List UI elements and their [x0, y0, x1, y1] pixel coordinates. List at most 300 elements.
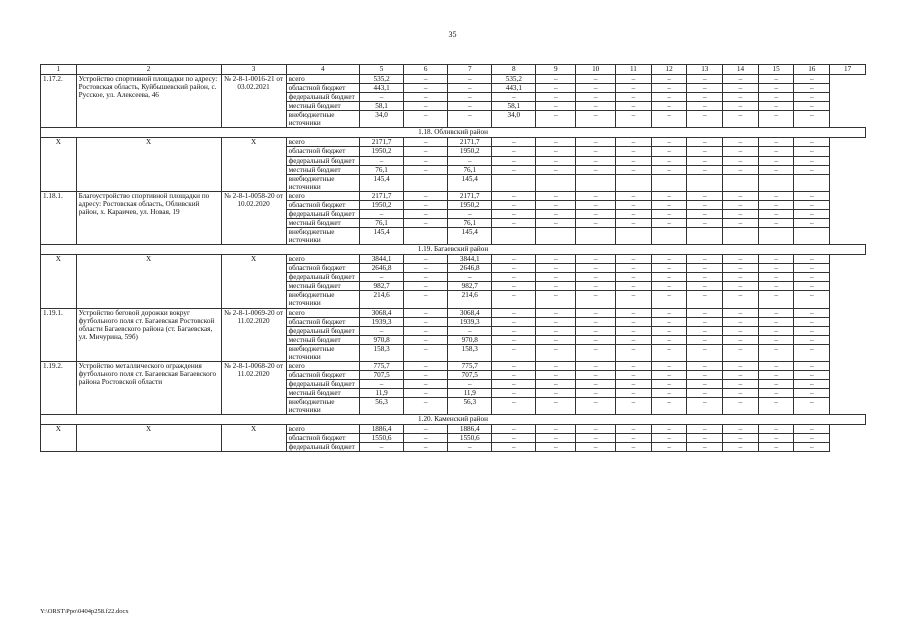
amount-cell: – [492, 380, 536, 389]
amount-cell: – [758, 264, 794, 273]
funding-source-label: внебюджетные источники [286, 344, 359, 361]
table-row [41, 191, 866, 200]
amount-cell: – [448, 209, 492, 218]
column-number: 6 [404, 65, 448, 75]
amount-cell: – [576, 326, 616, 335]
funding-source-label: областной бюджет [286, 370, 359, 379]
amount-cell: – [723, 326, 759, 335]
amount-cell: – [651, 282, 687, 291]
column-number: 14 [723, 65, 759, 75]
amount-cell [651, 228, 687, 245]
amount-cell: – [723, 200, 759, 209]
amount-cell: – [536, 165, 576, 174]
amount-cell: – [536, 443, 576, 452]
amount-cell: – [723, 75, 759, 84]
amount-cell: 1950,2 [448, 200, 492, 209]
amount-cell: 56,3 [448, 398, 492, 415]
amount-cell: – [723, 165, 759, 174]
amount-cell: 2171,7 [360, 138, 404, 147]
amount-cell: – [758, 75, 794, 84]
amount-cell: – [404, 93, 448, 102]
amount-cell: – [492, 200, 536, 209]
footer-file-path: Y:\ORST\Ppo\0404p258.f22.docx [40, 608, 129, 615]
amount-cell: – [536, 291, 576, 308]
funding-source-label: внебюджетные источники [286, 174, 359, 191]
amount-cell: – [536, 361, 576, 370]
funding-source-label: областной бюджет [286, 147, 359, 156]
amount-cell: 1550,6 [448, 434, 492, 443]
amount-cell [616, 174, 652, 191]
amount-cell: – [723, 425, 759, 434]
amount-cell: – [758, 434, 794, 443]
amount-cell: – [687, 75, 723, 84]
amount-cell: – [536, 102, 576, 111]
column-number: 11 [616, 65, 652, 75]
amount-cell: – [651, 156, 687, 165]
amount-cell: – [448, 111, 492, 128]
section-row [41, 128, 866, 138]
amount-cell: – [687, 209, 723, 218]
amount-cell: 145,4 [360, 228, 404, 245]
amount-cell: – [492, 264, 536, 273]
item-name: Устройство спортивной площадки по адресу: Ростовская область, Куйбышевский район, с. Русское, ул. Алексеева, 46 [76, 75, 221, 128]
amount-cell: – [360, 93, 404, 102]
amount-cell: – [794, 443, 830, 452]
amount-cell: – [616, 264, 652, 273]
amount-cell: – [448, 156, 492, 165]
amount-cell: – [687, 138, 723, 147]
amount-cell: – [536, 264, 576, 273]
amount-cell: – [448, 326, 492, 335]
amount-cell: – [616, 443, 652, 452]
section-title: 1.18. Обливский район [41, 128, 866, 138]
amount-cell: – [758, 380, 794, 389]
funding-source-label: внебюджетные источники [286, 228, 359, 245]
amount-cell: – [616, 102, 652, 111]
amount-cell: – [758, 147, 794, 156]
amount-cell: – [576, 425, 616, 434]
amount-cell: 76,1 [448, 165, 492, 174]
amount-cell: – [794, 308, 830, 317]
amount-cell [576, 228, 616, 245]
amount-cell: 3844,1 [448, 255, 492, 264]
amount-cell: – [723, 147, 759, 156]
amount-cell: – [723, 93, 759, 102]
amount-cell: – [536, 138, 576, 147]
amount-cell: 214,6 [360, 291, 404, 308]
amount-cell: – [492, 273, 536, 282]
amount-cell: – [576, 389, 616, 398]
amount-cell: – [576, 443, 616, 452]
amount-cell: – [576, 209, 616, 218]
amount-cell: – [723, 218, 759, 227]
amount-cell: – [794, 398, 830, 415]
amount-cell: – [616, 191, 652, 200]
amount-cell: – [492, 147, 536, 156]
column-number: 5 [360, 65, 404, 75]
amount-cell: 1939,3 [360, 317, 404, 326]
funding-source-label: внебюджетные источники [286, 398, 359, 415]
amount-cell: 1950,2 [360, 147, 404, 156]
amount-cell: – [651, 308, 687, 317]
amount-cell: 535,2 [492, 75, 536, 84]
amount-cell: – [651, 344, 687, 361]
amount-cell: – [576, 361, 616, 370]
amount-cell: – [758, 156, 794, 165]
amount-cell: – [687, 102, 723, 111]
amount-cell: – [651, 273, 687, 282]
item-name: Устройство металлического ограждения футбольного поля ст. Багаевская Багаевского района Ростовской области [76, 361, 221, 414]
amount-cell: – [492, 361, 536, 370]
amount-cell: 970,8 [448, 335, 492, 344]
amount-cell: – [576, 291, 616, 308]
amount-cell: – [576, 75, 616, 84]
amount-cell: – [723, 308, 759, 317]
amount-cell: 775,7 [448, 361, 492, 370]
funding-source-label: внебюджетные источники [286, 111, 359, 128]
funding-source-label: всего [286, 75, 359, 84]
amount-cell: – [404, 326, 448, 335]
document-reference: № 2-8-1-0016-21 от 03.02.2021 [221, 75, 286, 128]
column-number: 4 [286, 65, 359, 75]
amount-cell: – [616, 380, 652, 389]
amount-cell: – [687, 273, 723, 282]
amount-cell: – [723, 209, 759, 218]
amount-cell: – [404, 191, 448, 200]
amount-cell: – [687, 218, 723, 227]
amount-cell: – [404, 317, 448, 326]
amount-cell: – [758, 398, 794, 415]
amount-cell [616, 228, 652, 245]
amount-cell: – [360, 209, 404, 218]
amount-cell: – [794, 138, 830, 147]
amount-cell: – [404, 434, 448, 443]
amount-cell [492, 174, 536, 191]
amount-cell: – [360, 380, 404, 389]
amount-cell: – [404, 425, 448, 434]
column-number: 10 [576, 65, 616, 75]
amount-cell: – [651, 425, 687, 434]
amount-cell [723, 174, 759, 191]
amount-cell: – [536, 398, 576, 415]
amount-cell: – [687, 255, 723, 264]
item-number: Х [41, 138, 77, 191]
amount-cell [758, 174, 794, 191]
funding-source-label: федеральный бюджет [286, 273, 359, 282]
amount-cell: – [687, 398, 723, 415]
amount-cell: – [794, 165, 830, 174]
amount-cell: – [687, 380, 723, 389]
amount-cell: – [758, 335, 794, 344]
funding-source-label: федеральный бюджет [286, 156, 359, 165]
amount-cell: – [723, 443, 759, 452]
amount-cell: – [723, 156, 759, 165]
amount-cell: – [536, 273, 576, 282]
column-number: 8 [492, 65, 536, 75]
amount-cell: – [616, 335, 652, 344]
amount-cell: – [758, 361, 794, 370]
amount-cell: 443,1 [492, 84, 536, 93]
amount-cell: – [616, 308, 652, 317]
amount-cell: – [651, 443, 687, 452]
amount-cell: 3068,4 [360, 308, 404, 317]
amount-cell: – [404, 398, 448, 415]
amount-cell [536, 174, 576, 191]
amount-cell: – [616, 93, 652, 102]
amount-cell: 34,0 [360, 111, 404, 128]
section-title: 1.20. Каменский район [41, 415, 866, 425]
amount-cell: – [492, 282, 536, 291]
amount-cell: – [794, 291, 830, 308]
amount-cell: – [687, 425, 723, 434]
amount-cell: – [492, 291, 536, 308]
amount-cell: 76,1 [360, 165, 404, 174]
section-title: 1.19. Багаевский район [41, 245, 866, 255]
item-number: 1.19.2. [41, 361, 77, 414]
page-number: 35 [448, 30, 457, 39]
amount-cell: – [448, 273, 492, 282]
amount-cell: – [616, 273, 652, 282]
amount-cell: – [723, 380, 759, 389]
funding-source-label: областной бюджет [286, 200, 359, 209]
amount-cell: – [404, 380, 448, 389]
amount-cell: – [794, 264, 830, 273]
amount-cell: – [492, 398, 536, 415]
table-row [41, 361, 866, 370]
amount-cell: – [758, 200, 794, 209]
amount-cell: – [687, 308, 723, 317]
amount-cell: – [492, 138, 536, 147]
amount-cell [492, 228, 536, 245]
amount-cell: – [616, 156, 652, 165]
amount-cell: – [576, 93, 616, 102]
item-name: Х [76, 425, 221, 452]
amount-cell: – [651, 147, 687, 156]
funding-source-label: областной бюджет [286, 84, 359, 93]
amount-cell: – [794, 326, 830, 335]
column-number: 2 [76, 65, 221, 75]
amount-cell: – [404, 389, 448, 398]
amount-cell: – [794, 389, 830, 398]
amount-cell: 76,1 [360, 218, 404, 227]
amount-cell: 1550,6 [360, 434, 404, 443]
amount-cell: – [794, 370, 830, 379]
amount-cell: – [616, 147, 652, 156]
amount-cell: – [723, 335, 759, 344]
table-row [41, 425, 866, 434]
amount-cell: – [651, 84, 687, 93]
amount-cell: – [651, 165, 687, 174]
amount-cell: – [360, 156, 404, 165]
amount-cell: – [492, 93, 536, 102]
item-name: Х [76, 255, 221, 308]
amount-cell: – [794, 218, 830, 227]
funding-source-label: внебюджетные источники [286, 291, 359, 308]
amount-cell: – [448, 84, 492, 93]
amount-cell: – [576, 264, 616, 273]
amount-cell: – [404, 111, 448, 128]
amount-cell: – [794, 361, 830, 370]
amount-cell: 2171,7 [448, 191, 492, 200]
funding-source-label: областной бюджет [286, 264, 359, 273]
amount-cell: – [651, 75, 687, 84]
amount-cell: 982,7 [360, 282, 404, 291]
amount-cell: – [576, 317, 616, 326]
amount-cell: – [404, 200, 448, 209]
amount-cell: – [616, 111, 652, 128]
amount-cell [758, 228, 794, 245]
amount-cell [723, 228, 759, 245]
amount-cell: – [723, 138, 759, 147]
amount-cell: – [536, 282, 576, 291]
amount-cell: – [616, 361, 652, 370]
amount-cell: – [404, 370, 448, 379]
amount-cell: – [576, 335, 616, 344]
amount-cell: 34,0 [492, 111, 536, 128]
amount-cell: – [404, 147, 448, 156]
amount-cell: – [576, 398, 616, 415]
amount-cell: – [758, 84, 794, 93]
amount-cell: – [758, 111, 794, 128]
amount-cell [576, 174, 616, 191]
amount-cell: – [576, 308, 616, 317]
document-reference: Х [221, 425, 286, 452]
amount-cell: – [404, 291, 448, 308]
item-name: Х [76, 138, 221, 191]
amount-cell: – [758, 389, 794, 398]
amount-cell: – [404, 138, 448, 147]
amount-cell: – [576, 156, 616, 165]
amount-cell: – [448, 443, 492, 452]
amount-cell: 145,4 [448, 174, 492, 191]
amount-cell: – [492, 165, 536, 174]
table-row [41, 75, 866, 84]
amount-cell: – [723, 102, 759, 111]
amount-cell: – [536, 84, 576, 93]
amount-cell: 1886,4 [360, 425, 404, 434]
amount-cell: – [576, 370, 616, 379]
amount-cell: 707,5 [448, 370, 492, 379]
amount-cell: – [616, 425, 652, 434]
amount-cell: – [536, 200, 576, 209]
funding-source-label: федеральный бюджет [286, 443, 359, 452]
amount-cell: 145,4 [360, 174, 404, 191]
amount-cell: – [492, 308, 536, 317]
amount-cell: – [616, 291, 652, 308]
amount-cell: – [651, 209, 687, 218]
amount-cell: – [360, 326, 404, 335]
amount-cell: 3844,1 [360, 255, 404, 264]
amount-cell: – [536, 434, 576, 443]
amount-cell: – [723, 317, 759, 326]
amount-cell: – [794, 191, 830, 200]
amount-cell: – [616, 326, 652, 335]
funding-source-label: всего [286, 255, 359, 264]
funding-source-label: местный бюджет [286, 282, 359, 291]
amount-cell: – [536, 218, 576, 227]
item-number: 1.18.1. [41, 191, 77, 244]
amount-cell: – [723, 291, 759, 308]
amount-cell: – [758, 102, 794, 111]
amount-cell: – [536, 75, 576, 84]
amount-cell: – [651, 138, 687, 147]
amount-cell: – [794, 84, 830, 93]
funding-source-label: всего [286, 425, 359, 434]
amount-cell: – [536, 335, 576, 344]
funding-source-label: местный бюджет [286, 165, 359, 174]
amount-cell: – [794, 75, 830, 84]
amount-cell: – [794, 255, 830, 264]
column-number: 1 [41, 65, 77, 75]
amount-cell: – [651, 317, 687, 326]
amount-cell: – [492, 335, 536, 344]
amount-cell: – [687, 317, 723, 326]
amount-cell: – [723, 264, 759, 273]
amount-cell [794, 174, 830, 191]
amount-cell: – [758, 273, 794, 282]
amount-cell: – [687, 111, 723, 128]
amount-cell: 158,3 [448, 344, 492, 361]
amount-cell: 443,1 [360, 84, 404, 93]
amount-cell: – [651, 389, 687, 398]
amount-cell: – [616, 200, 652, 209]
amount-cell: – [616, 398, 652, 415]
amount-cell: 158,3 [360, 344, 404, 361]
amount-cell: – [687, 389, 723, 398]
amount-cell: – [651, 335, 687, 344]
amount-cell: 2646,8 [360, 264, 404, 273]
amount-cell: 707,5 [360, 370, 404, 379]
item-number: Х [41, 425, 77, 452]
amount-cell: – [576, 273, 616, 282]
amount-cell: – [492, 326, 536, 335]
amount-cell: – [576, 84, 616, 93]
amount-cell: – [404, 308, 448, 317]
amount-cell: – [492, 425, 536, 434]
amount-cell [794, 228, 830, 245]
amount-cell: – [651, 102, 687, 111]
amount-cell: – [492, 218, 536, 227]
amount-cell [404, 174, 448, 191]
amount-cell: – [687, 344, 723, 361]
column-number: 3 [221, 65, 286, 75]
amount-cell: – [616, 84, 652, 93]
amount-cell: – [687, 93, 723, 102]
amount-cell: – [404, 264, 448, 273]
amount-cell: – [404, 361, 448, 370]
amount-cell: – [758, 317, 794, 326]
amount-cell: – [651, 255, 687, 264]
amount-cell: – [492, 344, 536, 361]
amount-cell: – [576, 344, 616, 361]
amount-cell: – [723, 111, 759, 128]
amount-cell: – [758, 165, 794, 174]
funding-source-label: местный бюджет [286, 102, 359, 111]
amount-cell: – [616, 165, 652, 174]
amount-cell: – [758, 255, 794, 264]
funding-source-label: федеральный бюджет [286, 380, 359, 389]
funding-source-label: местный бюджет [286, 389, 359, 398]
amount-cell: – [404, 75, 448, 84]
amount-cell: – [687, 443, 723, 452]
amount-cell: – [758, 191, 794, 200]
amount-cell: – [651, 218, 687, 227]
amount-cell: – [448, 380, 492, 389]
table-body [41, 65, 866, 452]
amount-cell: – [536, 156, 576, 165]
item-number: Х [41, 255, 77, 308]
amount-cell: – [758, 282, 794, 291]
